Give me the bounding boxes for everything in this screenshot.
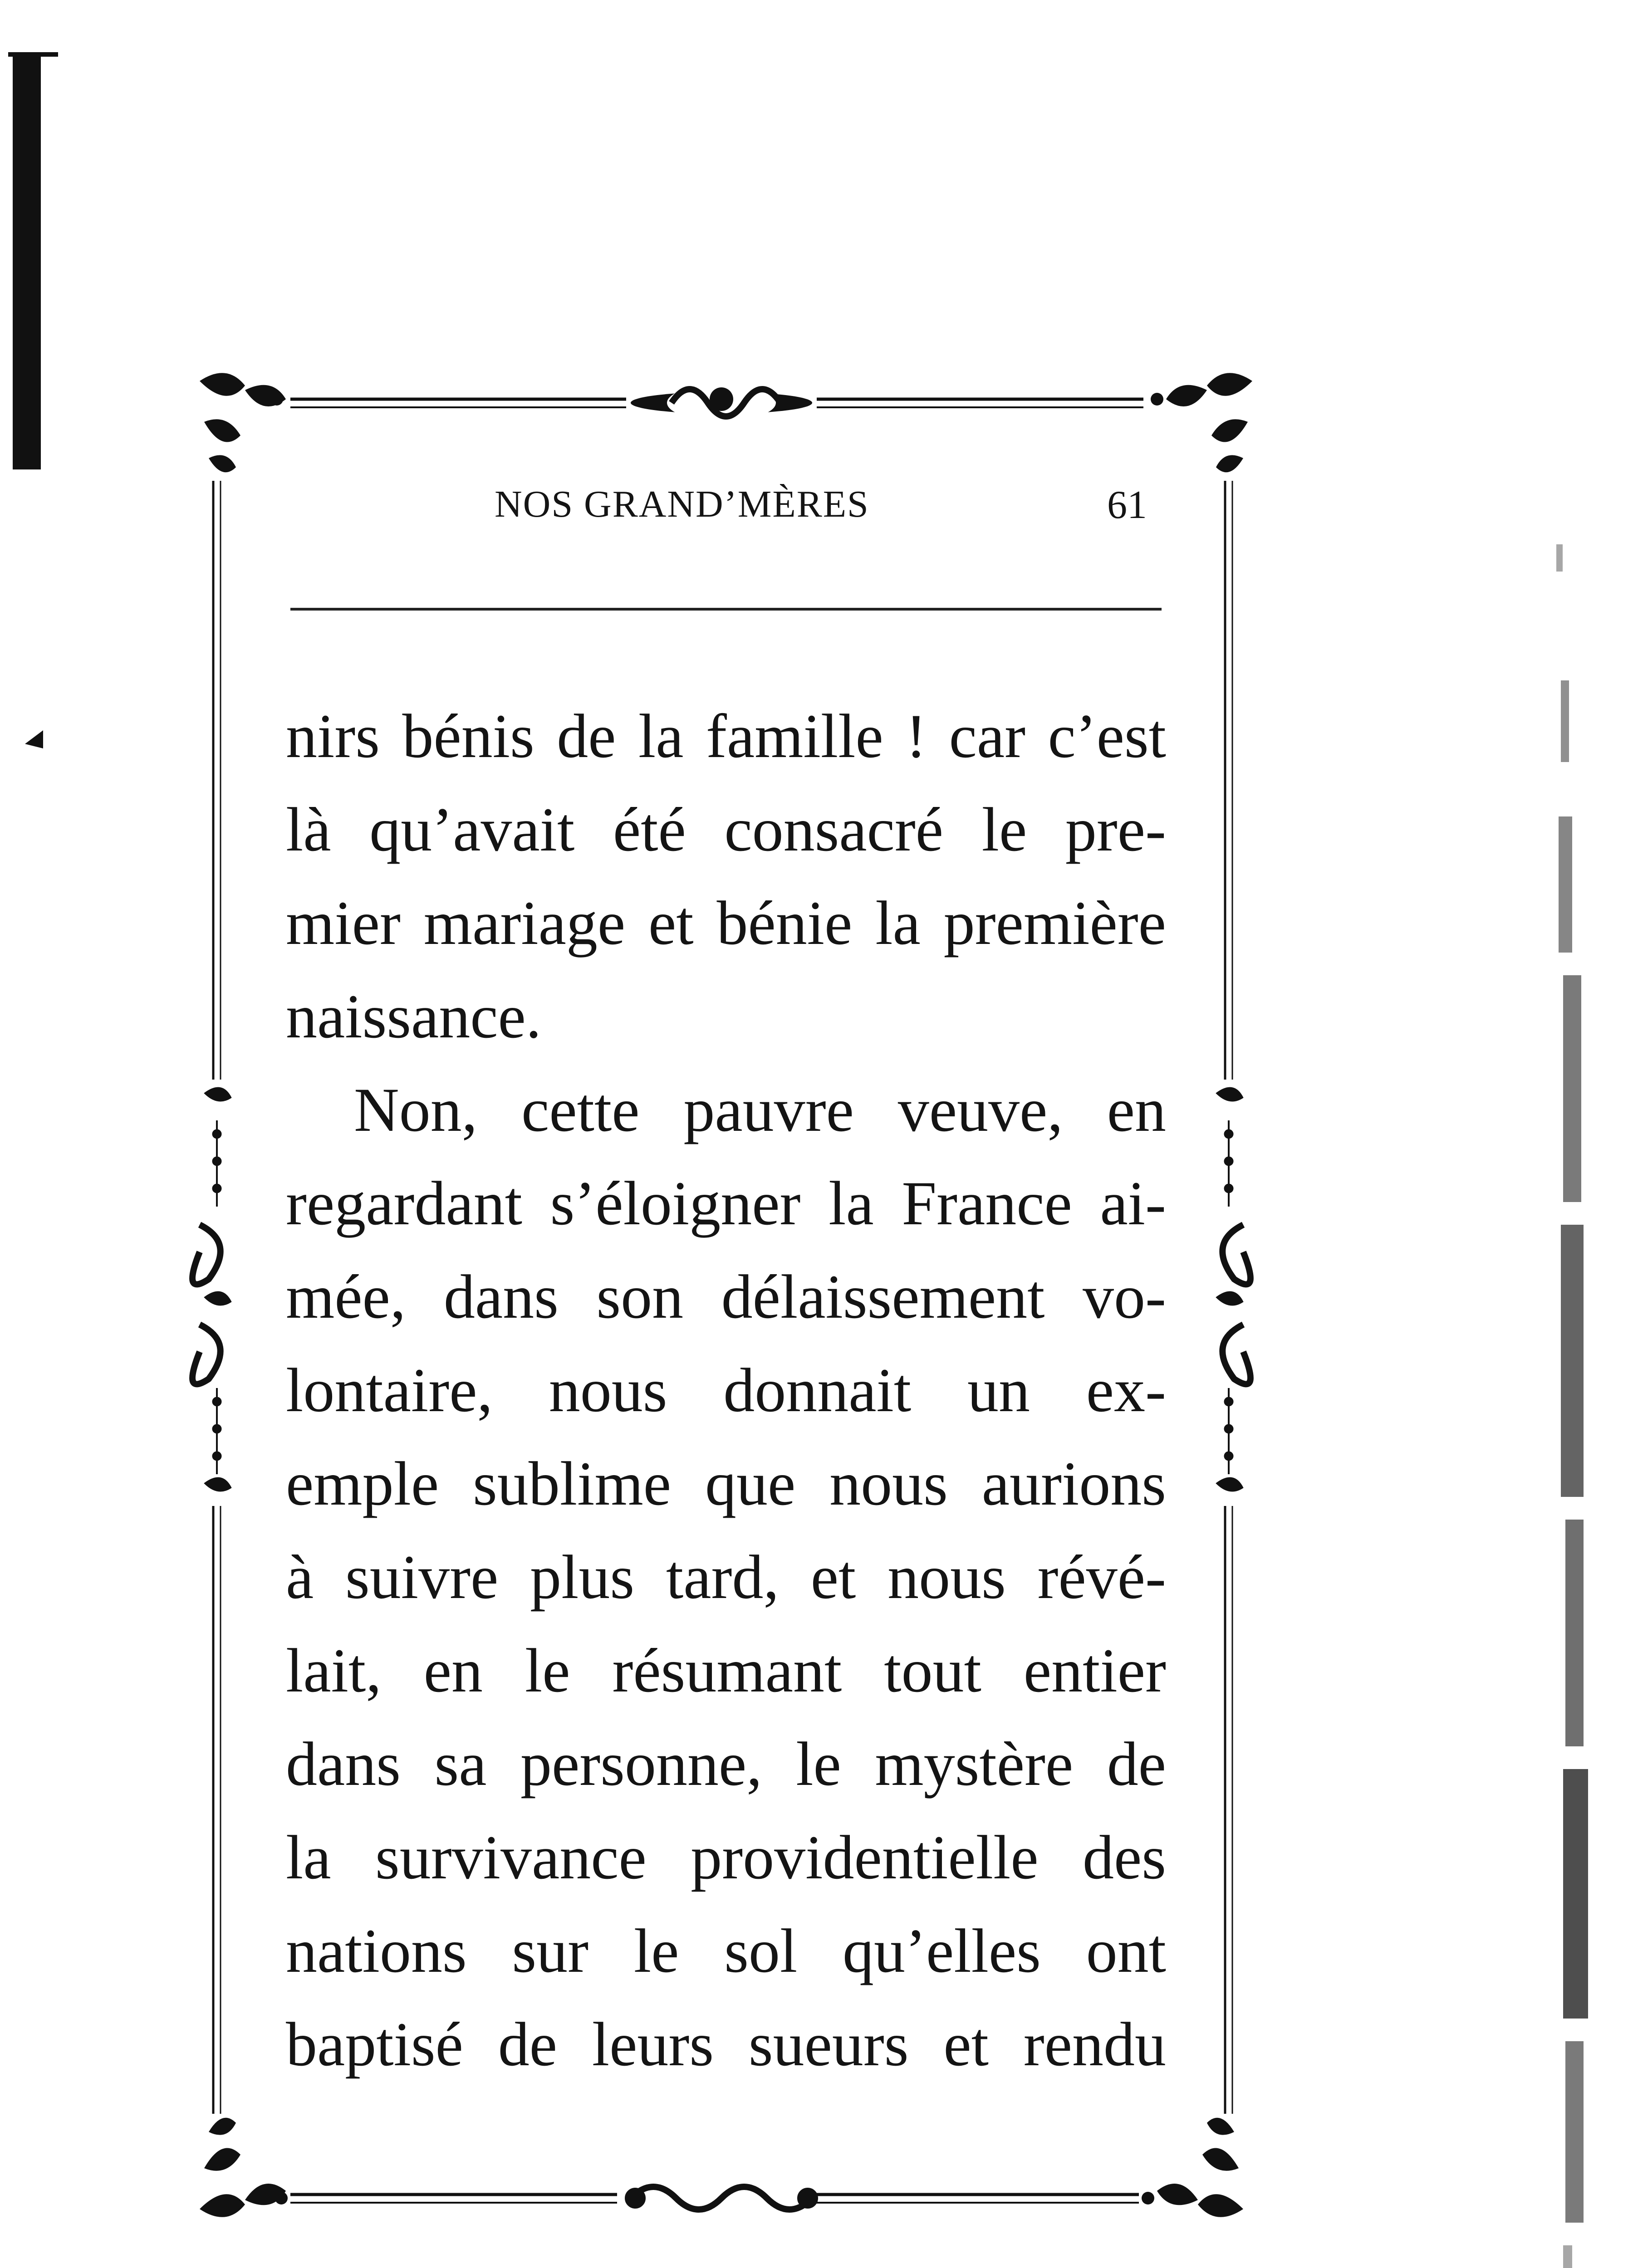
binding-edge-bar (13, 54, 41, 469)
top-left-corner-ornament-icon (200, 373, 286, 472)
text-line: mée, dans son délaissement vo- (286, 1262, 1166, 1331)
text-line: là qu’avait été consacré le pre- (286, 795, 1166, 864)
scan-mark (25, 730, 43, 748)
text-line: mier mariage et bénie la première (286, 888, 1166, 958)
text-line: lontaire, nous donnait un ex- (286, 1355, 1166, 1425)
text-line: dans sa personne, le mystère de (286, 1729, 1166, 1799)
adjacent-page-edge (1556, 544, 1606, 2268)
page-number: 61 (1107, 483, 1147, 527)
top-center-ornament-icon (631, 385, 812, 421)
left-side-ornament-icon (192, 1087, 231, 1491)
bottom-center-ornament-icon (628, 2187, 815, 2209)
header-rule (290, 608, 1162, 611)
body-text (286, 689, 1166, 2091)
running-title: NOS GRAND’MÈRES (495, 483, 869, 525)
text-line: lait, en le résumant tout entier (286, 1636, 1166, 1705)
text-line: baptisé de leurs sueurs et rendu (286, 2009, 1166, 2079)
right-side-ornament-icon (1216, 1087, 1250, 1491)
text-line: regardant s’éloigner la France ai- (286, 1168, 1166, 1238)
text-line: emple sublime que nous aurions (286, 1449, 1166, 1518)
top-right-corner-ornament-icon (1151, 373, 1252, 472)
bottom-left-corner-ornament-icon (200, 2118, 288, 2217)
bottom-right-corner-ornament-icon (1142, 2118, 1243, 2217)
text-line: à suivre plus tard, et nous révé- (286, 1542, 1166, 1612)
text-line: nirs bénis de la famille ! car c’est (286, 701, 1166, 771)
text-line: Non, cette pauvre veuve, en (354, 1075, 1166, 1144)
text-line: la survivance providentielle des (286, 1823, 1166, 1892)
text-line: naissance. (286, 982, 542, 1051)
text-line: nations sur le sol qu’elles ont (286, 1916, 1166, 1985)
